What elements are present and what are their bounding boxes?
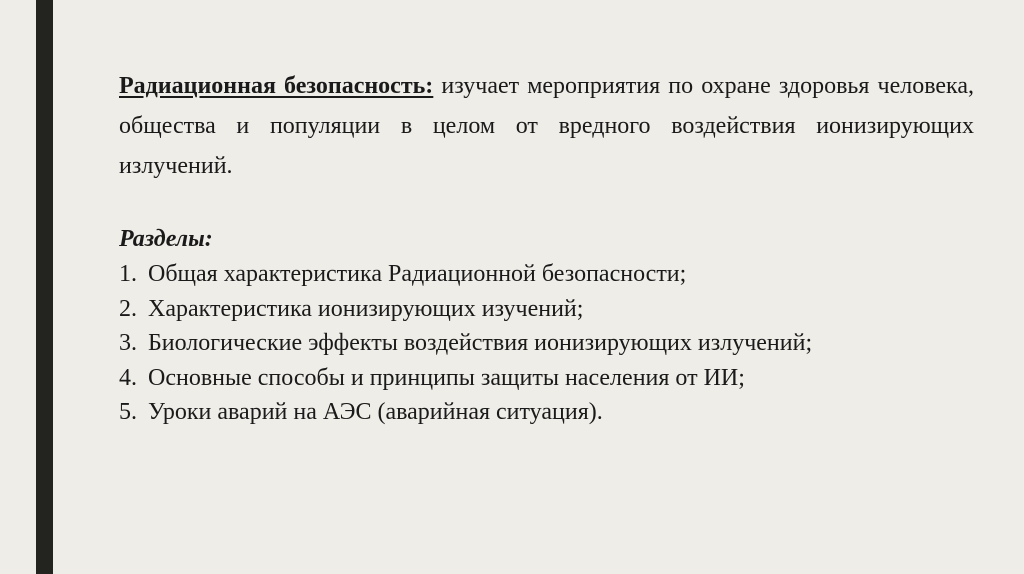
list-item-number: 5. [119,399,137,425]
list-item-number: 4. [119,364,137,391]
list-item [119,292,974,327]
list-item [119,395,974,430]
sections-heading: Разделы: [119,226,213,252]
intro-paragraph [119,66,974,186]
list-item-text: Общая характеристика Радиационной безопасности; [148,261,687,287]
list-item-text: Основные способы и принципы защиты населения от ИИ; [148,364,745,391]
list-item-text: Характеристика ионизирующих изучений; [148,295,584,322]
accent-bar [36,0,53,574]
list-item-number: 3. [119,330,137,356]
list-item-number: 2. [119,295,137,322]
slide-content [119,66,974,430]
list-item-text: Биологические эффекты воздействия ионизирующих излучений; [148,330,813,356]
list-item [119,361,974,396]
list-item-number: 1. [119,261,137,287]
list-item-text: Уроки аварий на АЭС (аварийная ситуация). [148,399,603,425]
intro-term: Радиационная безопасность: [119,73,434,99]
list-item [119,326,974,361]
intro-definition: изучает мероприятия по охране здоровья человека, общества и популяции в целом от вредного воздействия ионизирующих излучений. [119,73,975,179]
list-item [119,257,974,292]
sections-list [119,257,974,430]
